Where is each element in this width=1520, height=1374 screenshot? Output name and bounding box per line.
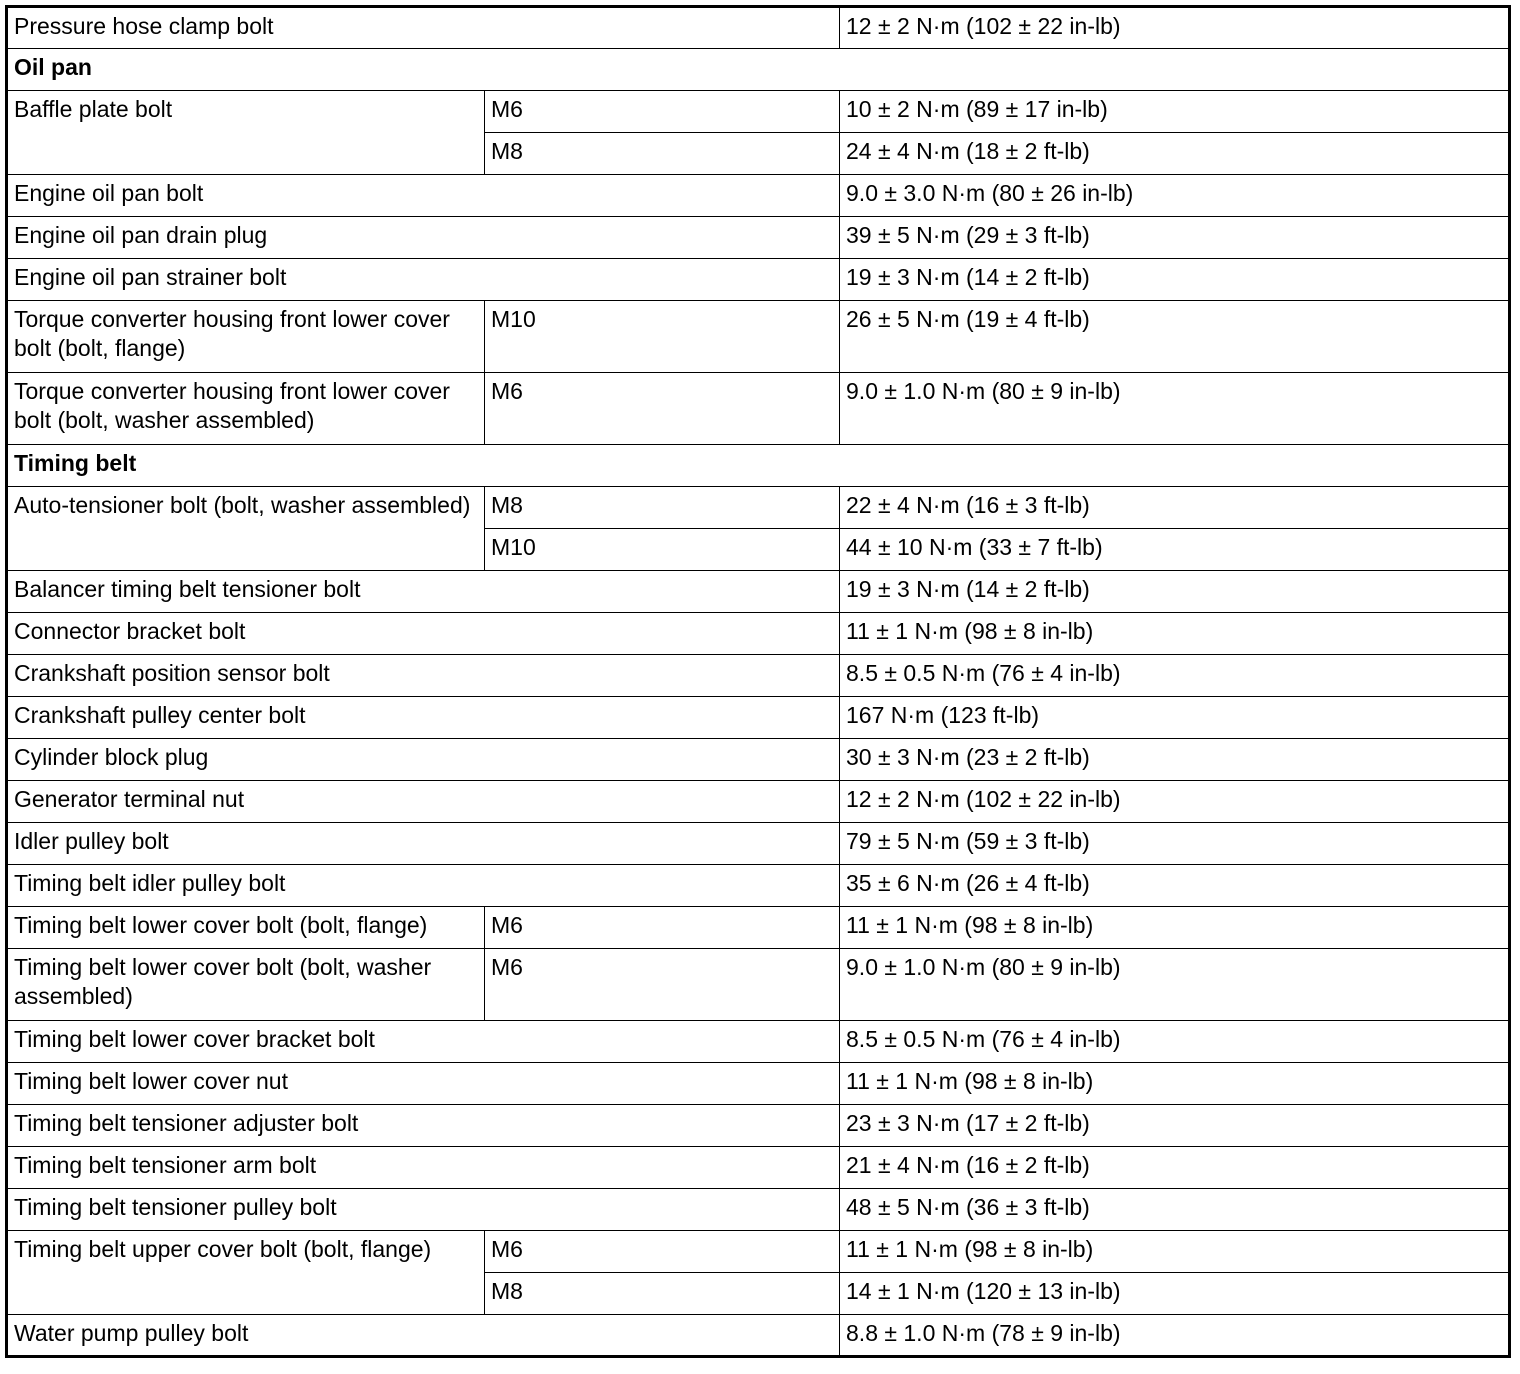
torque-cell: 9.0 ± 1.0 N·m (80 ± 9 in-lb) xyxy=(840,373,1510,445)
torque-cell: 24 ± 4 N·m (18 ± 2 ft-lb) xyxy=(840,133,1510,175)
table-row xyxy=(7,1105,1510,1147)
item-name-cell: Engine oil pan drain plug xyxy=(7,217,840,259)
table-row xyxy=(7,823,1510,865)
torque-cell: 11 ± 1 N·m (98 ± 8 in-lb) xyxy=(840,1231,1510,1273)
table-row xyxy=(7,1021,1510,1063)
item-name-cell: Timing belt lower cover bolt (bolt, flange) xyxy=(7,907,485,949)
size-cell: M6 xyxy=(485,949,840,1021)
item-name-cell: Engine oil pan strainer bolt xyxy=(7,259,840,301)
torque-cell: 9.0 ± 1.0 N·m (80 ± 9 in-lb) xyxy=(840,949,1510,1021)
torque-cell: 23 ± 3 N·m (17 ± 2 ft-lb) xyxy=(840,1105,1510,1147)
torque-cell: 12 ± 2 N·m (102 ± 22 in-lb) xyxy=(840,7,1510,49)
table-row xyxy=(7,487,1510,529)
table-row xyxy=(7,373,1510,445)
item-name-cell: Water pump pulley bolt xyxy=(7,1315,840,1357)
table-row xyxy=(7,781,1510,823)
table-row xyxy=(7,301,1510,373)
size-cell: M8 xyxy=(485,133,840,175)
torque-cell: 19 ± 3 N·m (14 ± 2 ft-lb) xyxy=(840,259,1510,301)
item-name-cell: Connector bracket bolt xyxy=(7,613,840,655)
item-name-cell: Timing belt lower cover nut xyxy=(7,1063,840,1105)
size-cell: M10 xyxy=(485,529,840,571)
section-title: Oil pan xyxy=(7,49,1510,91)
torque-cell: 8.5 ± 0.5 N·m (76 ± 4 in-lb) xyxy=(840,1021,1510,1063)
torque-cell: 48 ± 5 N·m (36 ± 3 ft-lb) xyxy=(840,1189,1510,1231)
size-cell: M10 xyxy=(485,301,840,373)
torque-cell: 10 ± 2 N·m (89 ± 17 in-lb) xyxy=(840,91,1510,133)
item-name-cell: Timing belt lower cover bracket bolt xyxy=(7,1021,840,1063)
item-name-cell: Pressure hose clamp bolt xyxy=(7,7,840,49)
size-cell: M8 xyxy=(485,1273,840,1315)
table-row xyxy=(7,91,1510,133)
torque-cell: 8.5 ± 0.5 N·m (76 ± 4 in-lb) xyxy=(840,655,1510,697)
item-name-cell: Cylinder block plug xyxy=(7,739,840,781)
torque-cell: 35 ± 6 N·m (26 ± 4 ft-lb) xyxy=(840,865,1510,907)
table-row xyxy=(7,907,1510,949)
size-cell: M6 xyxy=(485,91,840,133)
item-name-cell: Timing belt tensioner adjuster bolt xyxy=(7,1105,840,1147)
item-name-cell: Baffle plate bolt xyxy=(7,91,485,175)
item-name-cell: Timing belt idler pulley bolt xyxy=(7,865,840,907)
item-name-cell: Torque converter housing front lower cover bolt (bolt, flange) xyxy=(7,301,485,373)
section-title: Timing belt xyxy=(7,445,1510,487)
item-name-cell: Generator terminal nut xyxy=(7,781,840,823)
table-row xyxy=(7,1147,1510,1189)
table-row xyxy=(7,259,1510,301)
torque-spec-body xyxy=(7,7,1510,1357)
table-row xyxy=(7,1189,1510,1231)
torque-cell: 11 ± 1 N·m (98 ± 8 in-lb) xyxy=(840,613,1510,655)
item-name-cell: Crankshaft pulley center bolt xyxy=(7,697,840,739)
torque-cell: 79 ± 5 N·m (59 ± 3 ft-lb) xyxy=(840,823,1510,865)
torque-cell: 39 ± 5 N·m (29 ± 3 ft-lb) xyxy=(840,217,1510,259)
size-cell: M6 xyxy=(485,907,840,949)
torque-cell: 167 N·m (123 ft-lb) xyxy=(840,697,1510,739)
table-row xyxy=(7,175,1510,217)
size-cell: M6 xyxy=(485,373,840,445)
item-name-cell: Timing belt upper cover bolt (bolt, flange) xyxy=(7,1231,485,1315)
torque-cell: 26 ± 5 N·m (19 ± 4 ft-lb) xyxy=(840,301,1510,373)
torque-cell: 9.0 ± 3.0 N·m (80 ± 26 in-lb) xyxy=(840,175,1510,217)
torque-cell: 30 ± 3 N·m (23 ± 2 ft-lb) xyxy=(840,739,1510,781)
table-row xyxy=(7,217,1510,259)
item-name-cell: Idler pulley bolt xyxy=(7,823,840,865)
item-name-cell: Crankshaft position sensor bolt xyxy=(7,655,840,697)
table-row xyxy=(7,1063,1510,1105)
item-name-cell: Auto-tensioner bolt (bolt, washer assembled) xyxy=(7,487,485,571)
torque-cell: 14 ± 1 N·m (120 ± 13 in-lb) xyxy=(840,1273,1510,1315)
table-row xyxy=(7,571,1510,613)
item-name-cell: Torque converter housing front lower cover bolt (bolt, washer assembled) xyxy=(7,373,485,445)
torque-cell: 19 ± 3 N·m (14 ± 2 ft-lb) xyxy=(840,571,1510,613)
size-cell: M6 xyxy=(485,1231,840,1273)
section-header-row xyxy=(7,445,1510,487)
table-row xyxy=(7,949,1510,1021)
torque-cell: 11 ± 1 N·m (98 ± 8 in-lb) xyxy=(840,907,1510,949)
table-row xyxy=(7,1315,1510,1357)
torque-spec-table xyxy=(5,5,1511,1358)
torque-cell: 21 ± 4 N·m (16 ± 2 ft-lb) xyxy=(840,1147,1510,1189)
torque-cell: 12 ± 2 N·m (102 ± 22 in-lb) xyxy=(840,781,1510,823)
table-row xyxy=(7,865,1510,907)
table-row xyxy=(7,613,1510,655)
torque-cell: 11 ± 1 N·m (98 ± 8 in-lb) xyxy=(840,1063,1510,1105)
item-name-cell: Timing belt tensioner arm bolt xyxy=(7,1147,840,1189)
item-name-cell: Balancer timing belt tensioner bolt xyxy=(7,571,840,613)
torque-cell: 8.8 ± 1.0 N·m (78 ± 9 in-lb) xyxy=(840,1315,1510,1357)
table-row xyxy=(7,739,1510,781)
section-header-row xyxy=(7,49,1510,91)
table-row xyxy=(7,697,1510,739)
torque-cell: 22 ± 4 N·m (16 ± 3 ft-lb) xyxy=(840,487,1510,529)
item-name-cell: Timing belt lower cover bolt (bolt, washer assembled) xyxy=(7,949,485,1021)
table-row xyxy=(7,7,1510,49)
size-cell: M8 xyxy=(485,487,840,529)
table-row xyxy=(7,655,1510,697)
item-name-cell: Timing belt tensioner pulley bolt xyxy=(7,1189,840,1231)
item-name-cell: Engine oil pan bolt xyxy=(7,175,840,217)
table-row xyxy=(7,1231,1510,1273)
torque-cell: 44 ± 10 N·m (33 ± 7 ft-lb) xyxy=(840,529,1510,571)
